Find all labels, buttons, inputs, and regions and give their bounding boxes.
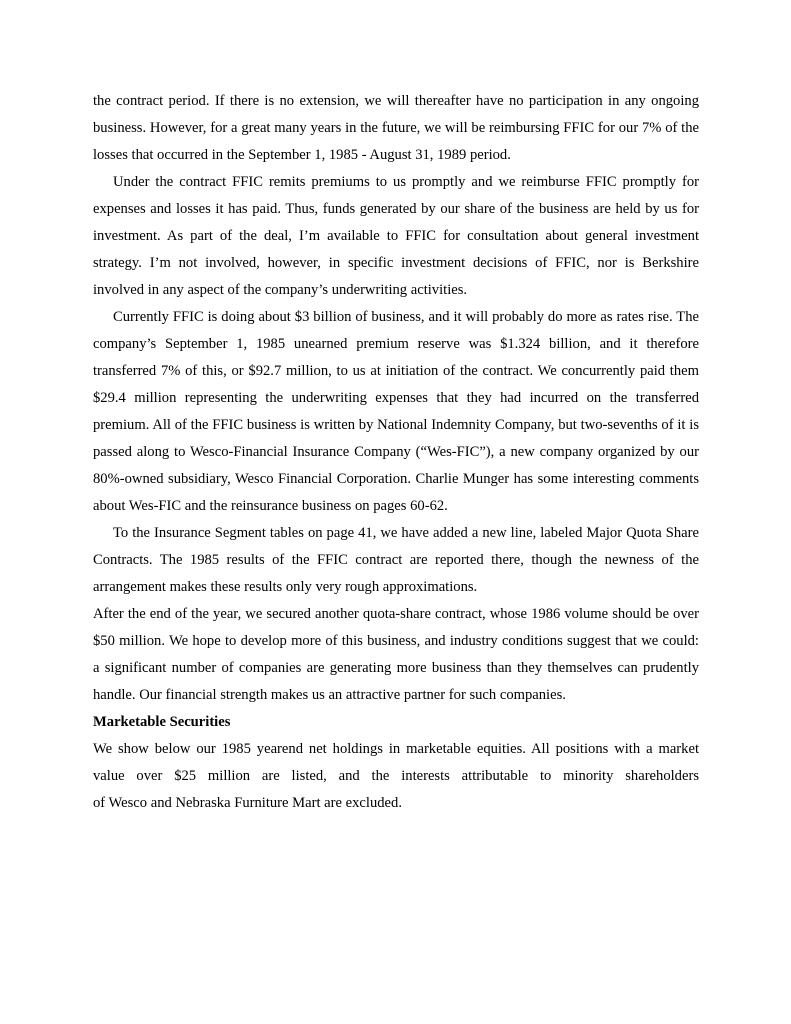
paragraph-quota-share-contract: After the end of the year, we secured another quota-share contract, whose 1986 volume should be over $50 million. We hope to develop more of this business, and industry conditions suggest that we could: a significant number of companies are generating more business than they themselves can prudently handle. Our financial strength makes us an attractive partner for such companies. [93,606,699,703]
paragraph-contract-period: the contract period. If there is no extension, we will thereafter have no participation in any ongoing business. However, for a great many years in the future, we will be reimbursing FFIC for our 7% of the losses that occurred in the September 1, 1985 - August 31, 1989 period. [93,93,699,163]
section-heading-marketable-securities: Marketable Securities [93,714,231,730]
paragraph-premium-remittance: Under the contract FFIC remits premiums to us promptly and we reimburse FFIC promptly for expenses and losses it has paid. Thus, funds generated by our share of the business are held by us for investment. As part of the deal, I’m available to FFIC for consultation about general investment strategy. I’m not involved, however, in specific investment decisions of FFIC, nor is Berkshire involved in any aspect of the company’s underwriting activities. [93,174,699,298]
paragraph-marketable-equities-line2: of Wesco and Nebraska Furniture Mart are excluded. [93,795,402,811]
document-page [93,88,699,817]
paragraph-insurance-segment-tables: To the Insurance Segment tables on page 41, we have added a new line, labeled Major Quota Share Contracts. The 1985 results of the FFIC contract are reported there, though the newness of the arrangement makes these results only very rough approximations. [93,525,699,595]
paragraph-marketable-equities-line1: We show below our 1985 yearend net holdings in marketable equities. All positions with a market value over $25 million are listed, and the interests attributable to minority shareholders [93,741,699,784]
paragraph-ffic-business-volume: Currently FFIC is doing about $3 billion of business, and it will probably do more as rates rise. The company’s September 1, 1985 unearned premium reserve was $1.324 billion, and it therefore transferred 7% of this, or $92.7 million, to us at initiation of the contract. We concurrently paid them $29.4 million representing the underwriting expenses that they had incurred on the transferred premium. All of the FFIC business is written by National Indemnity Company, but two-sevenths of it is passed along to Wesco-Financial Insurance Company (“Wes-FIC”), a new company organized by our 80%-owned subsidiary, Wesco Financial Corporation. Charlie Munger has some interesting comments about Wes-FIC and the reinsurance business on pages 60-62. [93,309,699,514]
